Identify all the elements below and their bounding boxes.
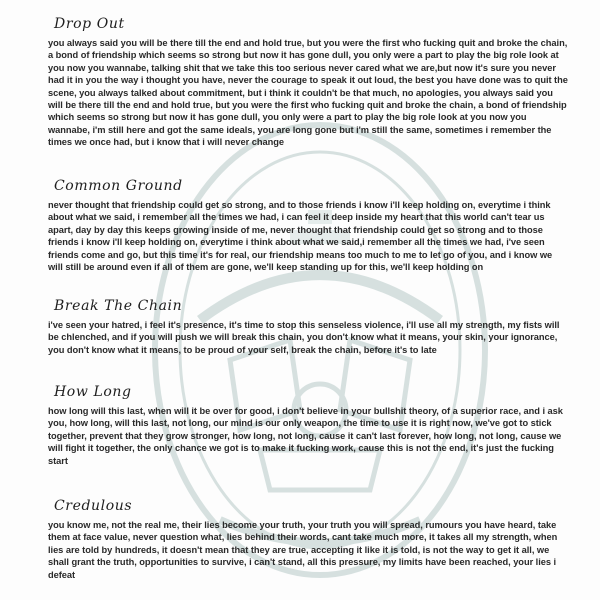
song-section — [48, 384, 568, 467]
song-section — [48, 498, 568, 581]
song-lyrics: how long will this last, when will it be over for good, i don't believe in your bullshit theory, of a superior race, and i ask you, how long, will this last, not long, our mind is our only weapon, the time to use it is right now, we've got to stick together, prevent that they grow stronger, how long, not long, cause it can't last forever, how long, not long, cause we will fight it together, the only chance we got is to make it fucking work, cause this is not the end, it's just the fucking start — [48, 406, 563, 466]
song-section — [48, 178, 568, 273]
song-lyrics: never thought that friendship could get so strong, and to those friends i know i'll keep holding on, everytime i think about what we said, i remember all the times we had, i can feel it deep inside my heart that this world can't tear us apart, day by day this keeps growing inside of me, never thought that friendship could get so strong and to those friends i know i'll keep holding on, everytime i think about what we said,i remember all the times we had, i've seen friends come and go, but this time it's for real, our friendship means too much to me to let go of you, and i know we will still be around even if all of them are gone, we'll keep standing up for this, we'll keep holding on — [48, 200, 553, 273]
song-title: Break The Chain — [54, 298, 183, 314]
song-lyrics: you know me, not the real me, their lies become your truth, your truth you will spread, rumours you have heard, take them at face value, never question what, lies behind their words, cant take much more, it takes all my strength, when lies are told by hundreds, it doesn't mean that they are true, accepting it like it is told, is not the way to get it all, we shall grant the truth, opportunities to survive, i can't stand, all this pressure, my limits have been reached, your lies i defeat — [48, 520, 558, 580]
song-title: Credulous — [54, 498, 133, 514]
song-section — [48, 298, 568, 356]
song-title: Drop Out — [54, 16, 125, 32]
song-section — [48, 16, 568, 149]
song-title: Common Ground — [54, 178, 183, 194]
song-title: How Long — [54, 384, 132, 400]
song-lyrics: i've seen your hatred, i feel it's presence, it's time to stop this senseless violence, i'll use all my strength, my fists will be chlenched, and if you will push we will break this chain, you don't know what it means, your skin, your ignorance, you don't know what it means, to be proud of your self, break the chain, before it's to late — [48, 320, 560, 355]
song-lyrics: you always said you will be there till the end and hold true, but you were the first who fucking quit and broke the chain, a bond of friendship which seems so strong but now it has gone dull, you only were a part to play the big role look at you now you wannabe, talking shit that we take this too serious never cared what we are,but now it's sure you never had it in you the way i thought you have, never the courage to speak it out loud, the best you have done was to quit the scene, you always talked about commitment, but i think it couldn't be that much, no apologies, you always said you will be there till the end and hold true, but you were the first who fucking quit and broke the chain, a bond of friendship which seems so strong but now it has gone dull, you only were a part to play the big role look at you now you wannabe, i'm still here and got the same ideals, you are long gone but i'm still the same, sometimes i remember the times we once had, but i know that i will never change — [48, 38, 568, 148]
